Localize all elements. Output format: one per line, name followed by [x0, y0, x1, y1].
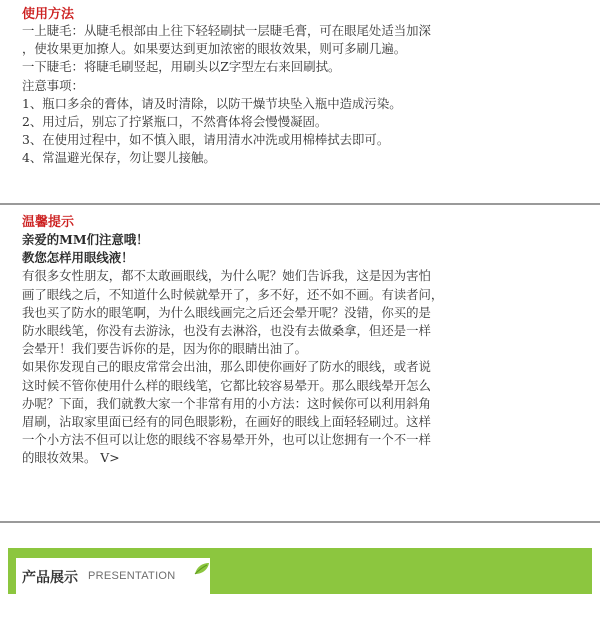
tips-bold-line: 亲爱的MM们注意哦！ [22, 232, 149, 247]
tips-line: 画了眼线之后，不知道什么时候就晕开了，多不好，还不如不画。有读者问， [22, 286, 444, 302]
section-divider-bottom [0, 521, 600, 523]
usage-line: 3、在使用过程中，如不慎入眼，请用清水冲洗或用棉棒拭去即可。 [22, 132, 390, 148]
leaf-icon [194, 561, 210, 580]
tips-line: 防水眼线笔，你没有去游泳，也没有去淋浴，也没有去做桑拿，但还是一样 [22, 323, 431, 339]
usage-line: 1、瓶口多余的膏体，请及时清除，以防干燥节块坠入瓶中造成污染。 [22, 95, 402, 111]
tips-title: 温馨提示 [22, 215, 75, 230]
tips-body [22, 231, 443, 468]
section-divider [0, 203, 600, 205]
usage-line: 注意事项： [22, 77, 84, 93]
tips-line: 有很多女性朋友，都不太敢画眼线，为什么呢？她们告诉我，这是因为害怕 [22, 268, 431, 284]
tips-line: 眉刷，沾取家里面已经有的同色眼影粉，在画好的眼线上面轻轻刷过。这样 [22, 414, 431, 430]
tips-line: 的眼妆效果。 V> [22, 450, 120, 466]
tips-line: 我也买了防水的眼笔啊，为什么眼线画完之后还会晕开呢？没错，你买的是 [22, 304, 431, 320]
tips-line: 这时候不管你使用什么样的眼线笔，它都比较容易晕开。那么眼线晕开怎么 [22, 377, 431, 393]
tips-line: 如果你发现自己的眼皮常常会出油，那么即使你画好了防水的眼线，或者说 [22, 359, 431, 375]
banner-title-cn: 产品展示 [22, 570, 78, 586]
tips-line: 办呢？下面，我们就教大家一个非常有用的小方法：这时候你可以利用斜角 [22, 395, 431, 411]
usage-title: 使用方法 [22, 7, 75, 22]
usage-line: 一下睫毛：将睫毛刷竖起，用刷头以Z字型左右来回刷拭。 [22, 59, 341, 75]
usage-line: 4、常温避光保存，勿让婴儿接触。 [22, 150, 216, 166]
presentation-banner [8, 548, 592, 594]
usage-line: 2、用过后，别忘了拧紧瓶口，不然膏体将会慢慢凝固。 [22, 114, 328, 130]
tips-bold-line: 教您怎样用眼线液！ [22, 250, 134, 266]
usage-line: ，使妆果更加撩人。如果要达到更加浓密的眼妆效果，则可多刷几遍。 [22, 41, 407, 57]
usage-line: 一上睫毛：从睫毛根部由上往下轻轻刷拭一层睫毛膏，可在眼尾处适当加深 [22, 23, 431, 38]
tips-line: 会晕开！我们要告诉你的是，因为你的眼睛出油了。 [22, 341, 307, 357]
tips-line: 一个小方法不但可以让您的眼线不容易晕开外，也可以让您拥有一个不一样 [22, 432, 431, 448]
banner-title-en: PRESENTATION [88, 570, 176, 582]
banner-tab [16, 558, 210, 594]
usage-lines [22, 22, 431, 168]
